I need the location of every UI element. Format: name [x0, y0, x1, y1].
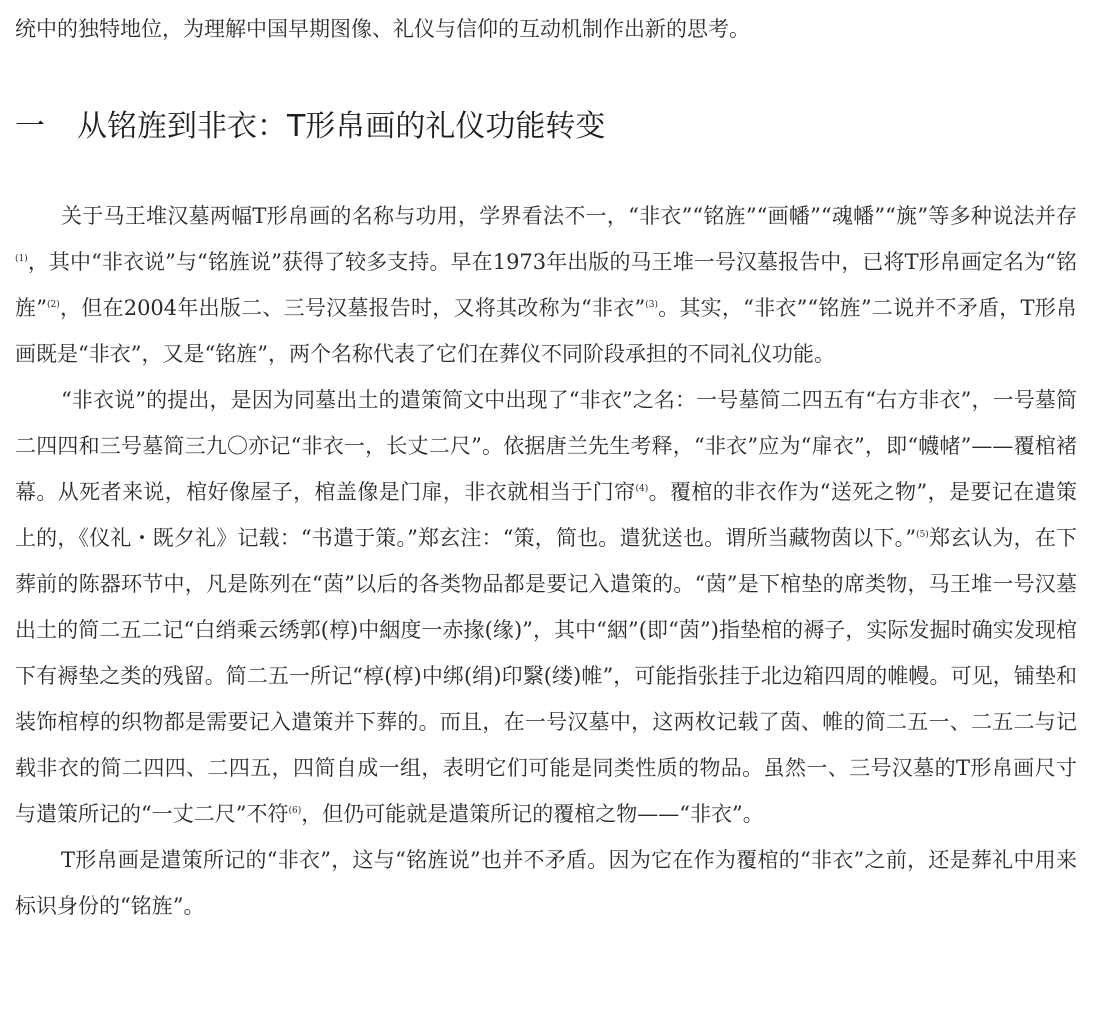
footnote-marker-1[interactable]: (1): [15, 254, 28, 264]
paragraph-text: 。覆棺的非衣作为“送死之物”，是要记在遣策上的，《仪礼・既夕礼》记载：“书遣于策。”郑玄注：“策，简也。遣犹送也。谓所当藏物茵以下。”: [15, 480, 1077, 550]
paragraph-text: ，但在2004年出版二、三号汉墓报告时，又将其改称为“非衣”: [59, 296, 646, 320]
footnote-marker-2[interactable]: (2): [46, 300, 60, 310]
section-title: 从铭旌到非衣：T形帛画的礼仪功能转变: [77, 109, 606, 144]
paragraph-2: [15, 377, 1077, 837]
paragraph-text: 关于马王堆汉墓两幅T形帛画的名称与功用，学界看法不一，“非衣”“铭旌”“画幡”“魂幡”“旐”等多种说法并存: [61, 204, 1077, 228]
paragraph-3: [15, 837, 1077, 929]
paragraph-text: 。其实，“非衣”“铭旌”二说并不矛盾，T形帛画既是“非衣”，又是“铭旌”，两个名称代表了它们在葬仪不同阶段承担的不同礼仪功能。: [15, 296, 1077, 366]
paragraph-text: T形帛画是遣策所记的“非衣”，这与“铭旌说”也并不矛盾。因为它在作为覆棺的“非衣”之前，还是葬礼中用来标识身份的“铭旌”。: [15, 848, 1077, 918]
paragraph-text: 郑玄认为，在下葬前的陈器环节中，凡是陈列在“茵”以后的各类物品都是要记入遣策的。“茵”是下棺垫的席类物，马王堆一号汉墓出土的简二五二记“白绡乘云绣郭(椁)中絪度一赤掾(缘)”，其中“絪”(即“茵”)指垫棺的褥子，实际发掘时确实发现棺下有褥垫之类的残留。简二五一所记“椁(椁)中绑(绢)印繄(缕)帷”，可能指张挂于北边箱四周的帷幔。可见，铺垫和装饰棺椁的织物都是需要记入遣策并下葬的。而且，在一号汉墓中，这两枚记载了茵、帷的简二五一、二五二与记载非衣的简二四四、二四五，四简自成一组，表明它们可能是同类性质的物品。虽然一、三号汉墓的T形帛画尺寸与遣策所记的“一丈二尺”不符: [15, 526, 1077, 826]
section-heading: [15, 104, 1077, 150]
body-text: [15, 193, 1077, 929]
footnote-marker-3[interactable]: (3): [645, 300, 658, 310]
paragraph-text: “非衣说”的提出，是因为同墓出土的遣策简文中出现了“非衣”之名：一号墓简二四五有“右方非衣”，一号墓简二四四和三号墓简三九〇亦记“非衣一，长丈二尺”。依据唐兰先生考释，“非衣”应为“扉衣”，即“幭帾”——覆棺褚幕。从死者来说，棺好像屋子，棺盖像是门扉，非衣就相当于门帘: [15, 388, 1077, 504]
intro-text: 统中的独特地位，为理解中国早期图像、礼仪与信仰的互动机制作出新的思考。: [15, 17, 750, 41]
footnote-marker-5[interactable]: (5): [916, 530, 929, 540]
footnote-marker-6[interactable]: (6): [288, 806, 302, 816]
document-page: [15, 0, 1077, 929]
paragraph-text: ，但仍可能就是遣策所记的覆棺之物——“非衣”。: [301, 802, 764, 826]
paragraph-1: [15, 193, 1077, 377]
section-number: 一: [15, 109, 45, 144]
paragraph-text: ，其中“非衣说”与“铭旌说”获得了较多支持。早在1973年出版的马王堆一号汉墓报告中，已将T形帛画定名为“铭旌”: [15, 250, 1077, 320]
footnote-marker-4[interactable]: (4): [635, 484, 649, 494]
